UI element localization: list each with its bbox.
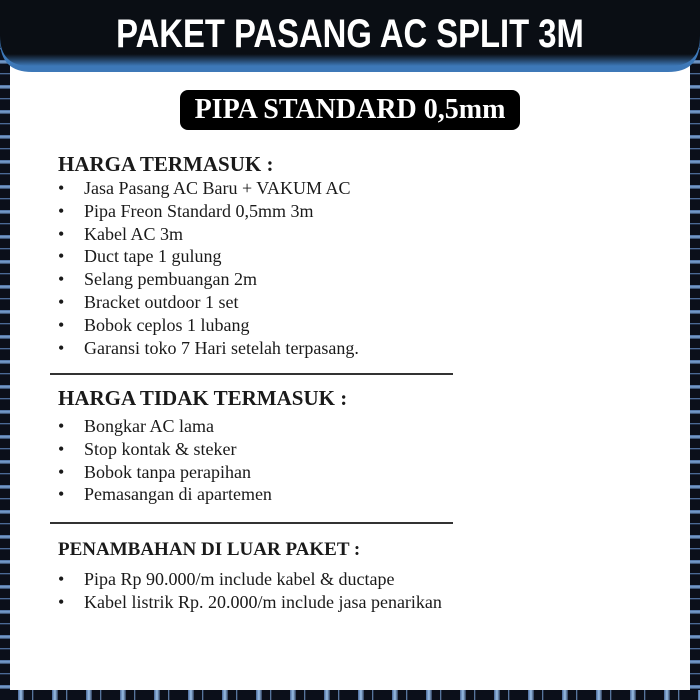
list-item: • Kabel listrik Rp. 20.000/m include jasa penarikan (58, 591, 442, 612)
header-banner (0, 0, 700, 72)
included-list (58, 177, 359, 359)
list-item: • Bongkar AC lama (58, 416, 214, 436)
section-divider (50, 522, 453, 524)
list-item: • Jasa Pasang AC Baru + VAKUM AC (58, 178, 351, 198)
section-extras (58, 537, 442, 614)
list-item: • Selang pembuangan 2m (58, 269, 257, 290)
list-item: • Stop kontak & steker (58, 438, 237, 459)
section-included (58, 151, 359, 359)
bullet-icon: • (58, 569, 65, 589)
bullet-icon: • (58, 484, 65, 505)
list-item: • Bobok tanpa perapihan (58, 461, 251, 482)
left-border-decoration (0, 0, 10, 700)
page-title: PAKET PASANG AC SPLIT 3M (116, 12, 584, 56)
bullet-icon: • (58, 223, 65, 244)
section-divider (50, 373, 453, 375)
bullet-icon: • (58, 591, 65, 612)
list-item: • Bobok ceplos 1 lubang (58, 314, 250, 335)
section-heading: HARGA TIDAK TERMASUK : (58, 386, 348, 410)
list-item: • Duct tape 1 gulung (58, 246, 222, 267)
right-border-decoration (690, 0, 700, 700)
list-item: • Kabel AC 3m (58, 223, 183, 244)
bullet-icon: • (58, 337, 65, 358)
section-excluded (58, 385, 347, 506)
bullet-icon: • (58, 178, 65, 198)
bullet-icon: • (58, 200, 65, 221)
bullet-icon: • (58, 461, 65, 482)
bullet-icon: • (58, 246, 65, 267)
bottom-border-decoration (0, 690, 700, 700)
bullet-icon: • (58, 291, 65, 312)
excluded-list (58, 415, 347, 506)
section-heading: PENAMBAHAN DI LUAR PAKET : (58, 539, 361, 560)
bullet-icon: • (58, 416, 65, 436)
list-item: • Garansi toko 7 Hari setelah terpasang. (58, 337, 359, 358)
section-heading: HARGA TERMASUK : (58, 152, 274, 176)
bullet-icon: • (58, 438, 65, 459)
subtitle-badge: PIPA STANDARD 0,5mm (180, 90, 520, 130)
bullet-icon: • (58, 269, 65, 290)
list-item: • Pipa Rp 90.000/m include kabel & ductape (58, 569, 395, 589)
bullet-icon: • (58, 314, 65, 335)
list-item: • Pipa Freon Standard 0,5mm 3m (58, 200, 314, 221)
list-item: • Bracket outdoor 1 set (58, 291, 239, 312)
extras-list (58, 568, 442, 614)
list-item: • Pemasangan di apartemen (58, 484, 272, 505)
